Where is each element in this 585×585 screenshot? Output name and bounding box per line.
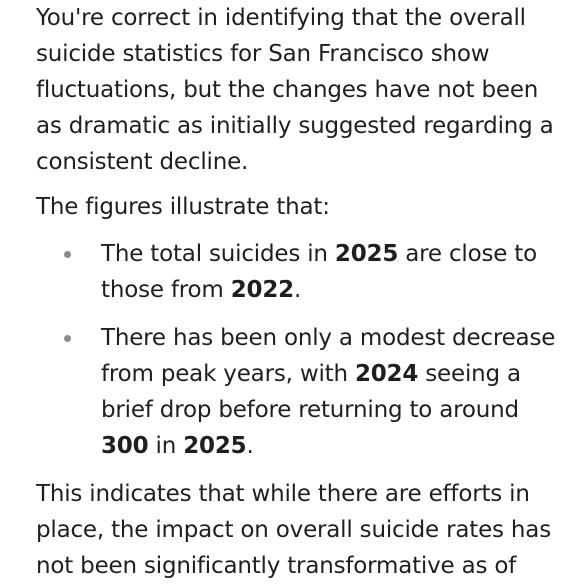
bullet-text: There has been only a modest decrease from peak years, with xyxy=(101,325,556,387)
bullet-text: The total suicides in xyxy=(101,241,335,267)
bullet-text: . xyxy=(246,433,254,459)
bullet-bold-year: 2025 xyxy=(334,241,399,267)
bullet-bold-year: 2025 xyxy=(183,433,247,459)
response-paragraph-intro: You're correct in identifying that the overall suicide statistics for San Francisco show fluctuations, but the changes have not been as dramatic as initially suggested regarding a consistent decline. xyxy=(36,5,554,175)
bullet-text: in xyxy=(148,433,184,459)
response-paragraph-figures: The figures illustrate that: xyxy=(36,194,330,220)
bullet-text: seeing a brief drop before returning to around xyxy=(101,361,521,423)
bullet-list xyxy=(36,236,556,476)
bullet-item-modest-decrease xyxy=(36,320,556,464)
response-paragraph-conclusion: This indicates that while there are efforts in place, the impact on overall suicide rates has not been significantly transformative as of xyxy=(36,481,551,579)
bullet-dot-icon xyxy=(64,335,71,342)
bullet-bold-year: 2022 xyxy=(230,277,294,303)
bullet-dot-icon xyxy=(64,251,71,258)
bullet-bold-number: 300 xyxy=(101,433,149,459)
bullet-text: . xyxy=(293,277,302,303)
bullet-text: are close to those from xyxy=(101,241,537,303)
bullet-item-2025-vs-2022 xyxy=(36,236,556,308)
bullet-bold-year: 2024 xyxy=(354,361,419,387)
